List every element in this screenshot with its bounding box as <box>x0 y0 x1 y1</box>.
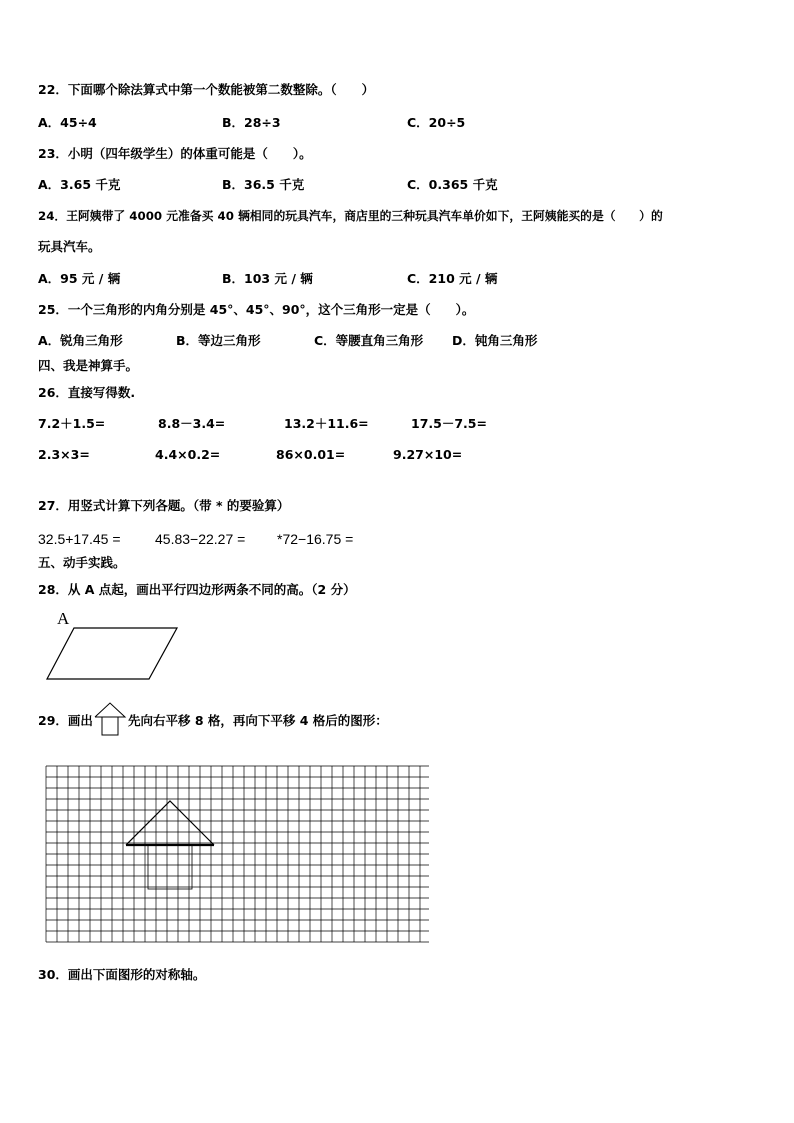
q25-option-b: B．等边三角形 <box>176 333 261 348</box>
q26-stem: 26．直接写得数. <box>38 385 136 400</box>
q26-item: 7.2＋1.5= <box>38 416 106 431</box>
q25-stem: 25．一个三角形的内角分别是 45°、45°、90°，这个三角形一定是（ ）。 <box>38 302 475 317</box>
q22-option-a: A．45÷4 <box>38 115 97 130</box>
q22-option-b: B．28÷3 <box>222 115 281 130</box>
q24-stem-line1: 24．王阿姨带了 4000 元准备买 40 辆相同的玩具汽车，商店里的三种玩具汽车单价如下，王阿姨能买的是（ ）的 <box>38 209 663 223</box>
grid-house-roof <box>126 801 214 845</box>
q26-item: 86×0.01= <box>276 447 346 462</box>
q24-stem-line2: 玩具汽车。 <box>38 239 101 254</box>
q24-option-b: B．103 元 / 辆 <box>222 271 313 286</box>
q26-item: 13.2＋11.6= <box>284 416 369 431</box>
q26-item: 2.3×3= <box>38 447 90 462</box>
q27-item: 45.83−22.27 = <box>155 531 246 547</box>
parallelogram-figure <box>44 626 184 686</box>
section-4-heading: 四、我是神算手。 <box>38 358 139 373</box>
translation-grid <box>45 765 429 947</box>
q27-stem: 27．用竖式计算下列各题。（带 * 的要验算） <box>38 498 290 513</box>
section-5-heading: 五、动手实践。 <box>38 555 126 570</box>
q29-stem-suffix: 先向右平移 8 格，再向下平移 4 格后的图形： <box>128 713 388 728</box>
q23-option-b: B．36.5 千克 <box>222 177 305 192</box>
q22-option-c: C．20÷5 <box>407 115 466 130</box>
q29-stem-prefix: 29．画出 <box>38 713 93 728</box>
house-shape-icon <box>94 701 128 737</box>
q26-item: 9.27×10= <box>393 447 463 462</box>
q26-item: 17.5－7.5= <box>411 416 487 431</box>
grid-lines <box>46 766 429 942</box>
q24-option-a: A．95 元 / 辆 <box>38 271 121 286</box>
q28-stem: 28．从 A 点起，画出平行四边形两条不同的高。（2 分） <box>38 582 356 597</box>
q23-stem: 23．小明（四年级学生）的体重可能是（ ）。 <box>38 146 312 161</box>
q23-option-c: C．0.365 千克 <box>407 177 498 192</box>
parallelogram <box>47 628 177 679</box>
q22-stem: 22．下面哪个除法算式中第一个数能被第二数整除。（ ） <box>38 82 375 97</box>
q24-option-c: C．210 元 / 辆 <box>407 271 498 286</box>
q30-stem: 30．画出下面图形的对称轴。 <box>38 967 206 982</box>
q25-option-d: D．钝角三角形 <box>452 333 538 348</box>
q25-option-c: C．等腰直角三角形 <box>314 333 424 348</box>
q26-item: 8.8－3.4= <box>158 416 226 431</box>
grid-house-body <box>148 845 192 889</box>
q23-option-a: A．3.65 千克 <box>38 177 121 192</box>
q28-point-a-label: A <box>57 609 70 628</box>
q27-item: *72−16.75 = <box>277 531 354 547</box>
q27-item: 32.5+17.45 = <box>38 531 121 547</box>
q26-item: 4.4×0.2= <box>155 447 221 462</box>
q25-option-a: A．锐角三角形 <box>38 333 123 348</box>
